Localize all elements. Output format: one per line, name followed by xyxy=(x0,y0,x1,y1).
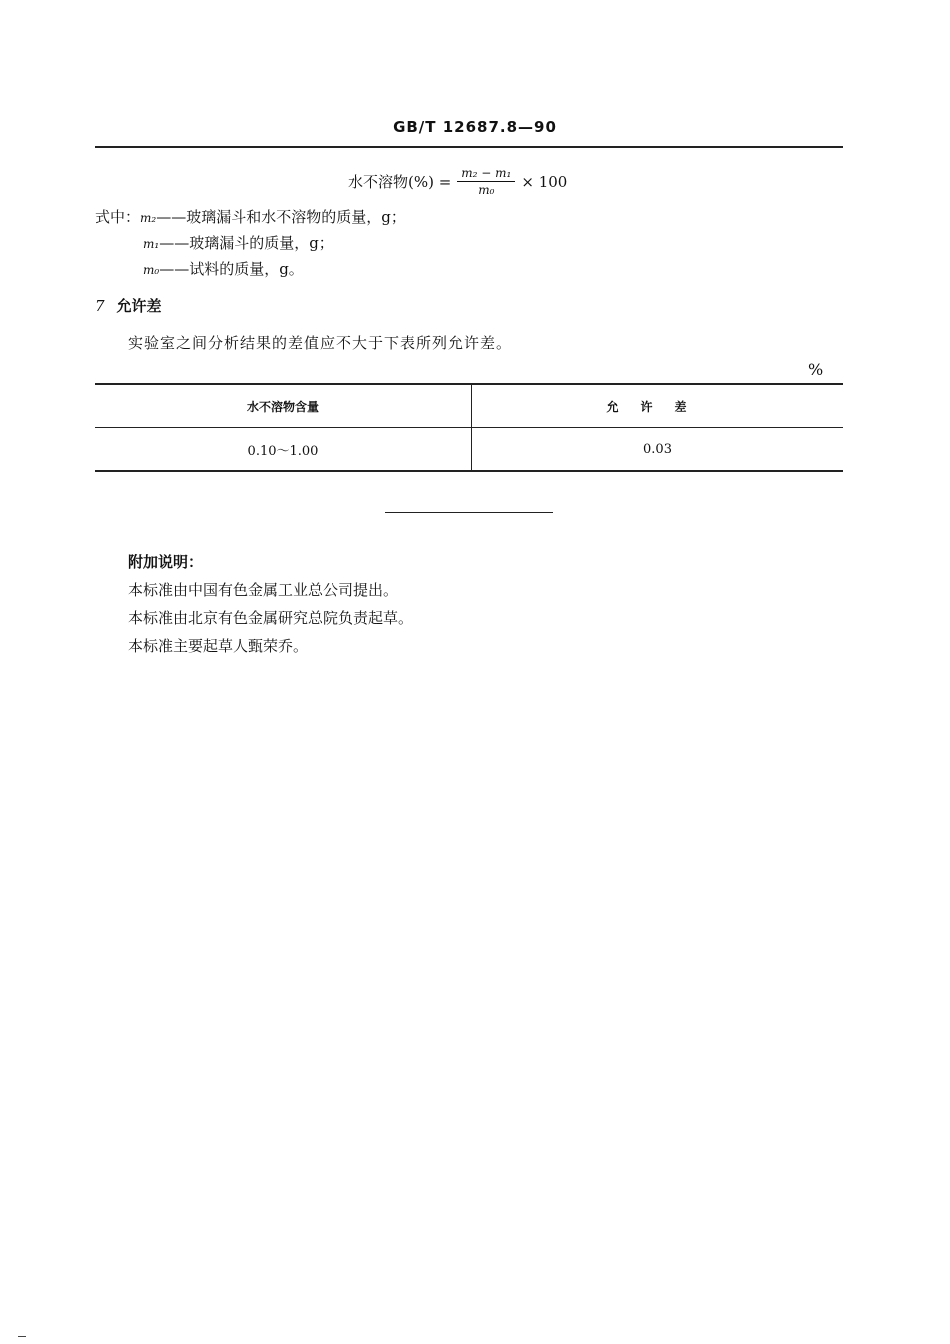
tolerance-table xyxy=(95,383,843,472)
end-rule xyxy=(385,512,553,513)
notes-title: 附加说明： xyxy=(128,553,204,571)
scan-mark xyxy=(18,1336,26,1337)
table-cell: 0.10～1.00 xyxy=(95,428,472,472)
definition-prefix: 式中： xyxy=(95,208,141,226)
table-header-row xyxy=(95,384,843,428)
formula-lhs: 水不溶物(%) = xyxy=(348,173,452,191)
section-title: 允许差 xyxy=(116,297,162,315)
table-unit: % xyxy=(808,360,824,379)
definition-var: m₀ xyxy=(143,263,160,277)
formula-multiplier: × 100 xyxy=(521,172,568,191)
definition-var: m₂ xyxy=(140,211,157,225)
header-rule xyxy=(95,146,843,148)
notes-line: 本标准主要起草人甄荣乔。 xyxy=(128,637,309,655)
formula xyxy=(348,166,567,197)
section-number: 7 xyxy=(95,297,105,315)
definition-line xyxy=(95,204,406,231)
definition-line xyxy=(143,256,304,283)
formula-fraction xyxy=(457,166,515,197)
definition-line xyxy=(143,230,334,257)
section-paragraph: 实验室之间分析结果的差值应不大于下表所列允许差。 xyxy=(128,334,513,352)
table-row xyxy=(95,428,843,472)
formula-denominator: m₀ xyxy=(478,183,495,197)
notes-line: 本标准由中国有色金属工业总公司提出。 xyxy=(128,581,399,599)
table-header-cell: 允许差 xyxy=(472,384,844,428)
definition-text: ——玻璃漏斗的质量，g； xyxy=(159,234,334,252)
table-header-cell: 水不溶物含量 xyxy=(95,384,472,428)
notes-line: 本标准由北京有色金属研究总院负责起草。 xyxy=(128,609,414,627)
table-cell: 0.03 xyxy=(643,441,672,457)
definition-text: ——试料的质量，g。 xyxy=(159,260,304,278)
definition-var: m₁ xyxy=(143,237,160,251)
additional-notes xyxy=(128,548,413,660)
standard-code-header: GB/T 12687.8—90 xyxy=(393,118,557,136)
formula-numerator: m₂ − m₁ xyxy=(457,166,515,182)
definition-text: ——玻璃漏斗和水不溶物的质量，g； xyxy=(156,208,406,226)
section-heading xyxy=(95,295,162,316)
